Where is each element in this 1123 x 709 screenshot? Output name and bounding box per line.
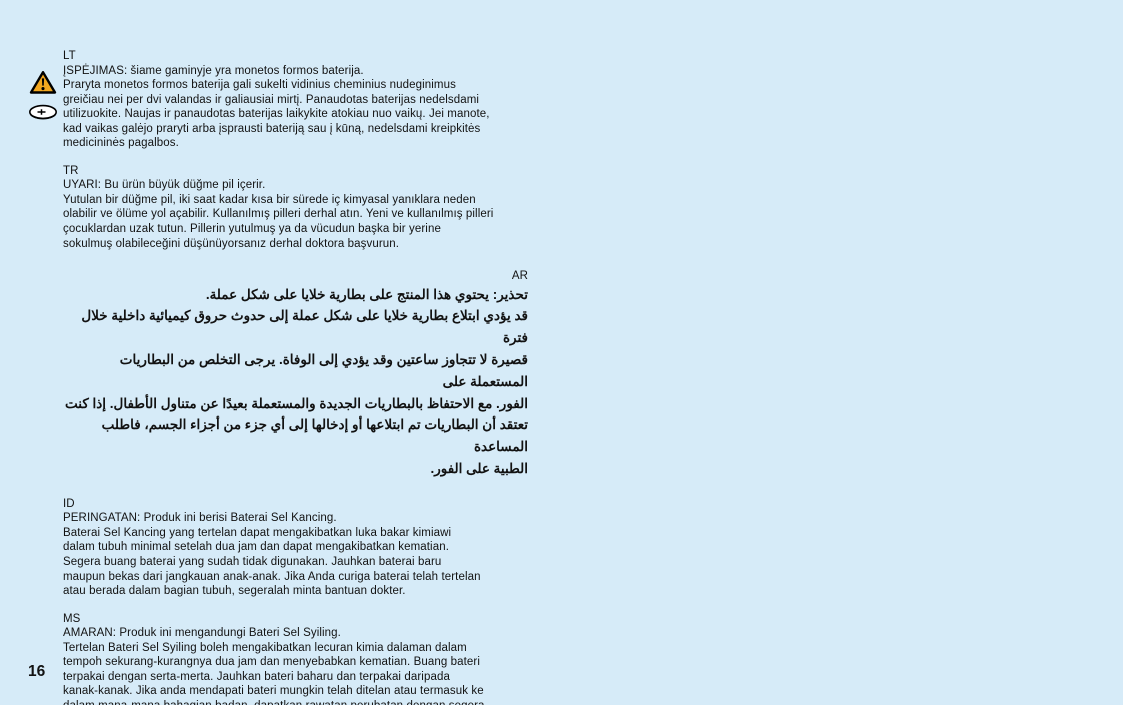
warning-text-line: Praryta monetos formos baterija gali sukelti vidinius cheminius nudeginimus — [63, 79, 456, 92]
warning-text-line: الطبية على الفور. — [430, 461, 528, 477]
warning-text-line: utilizuokite. Naujas ir panaudotas baterijas laikykite atokiau nuo vaikų. Jei manote, — [63, 108, 490, 121]
warning-text-line: AMARAN: Produk ini mengandungi Bateri Sel Syiling. — [63, 627, 341, 640]
warning-text-line: medicininės pagalbos. — [63, 137, 179, 150]
warning-section-tr — [63, 164, 528, 251]
page-number: 16 — [28, 663, 46, 680]
coin-cell-battery-icon — [28, 104, 58, 127]
warning-triangle-icon — [29, 70, 57, 100]
warning-text-line: قد يؤدي ابتلاع بطارية خلايا على شكل عملة إلى حدوث حروق كيميائية داخلية خلال فترة — [81, 308, 528, 346]
warning-text-line: Segera buang baterai yang sudah tidak digunakan. Jauhkan baterai baru — [63, 556, 442, 569]
warning-text-line: قصيرة لا تتجاوز ساعتين وقد يؤدي إلى الوفاة. يرجى التخلص من البطاريات المستعملة على — [119, 352, 528, 389]
warning-text-line: maupun bekas dari jangkauan anak-anak. Jika Anda curiga baterai telah tertelan — [63, 570, 481, 583]
warning-section-ar — [63, 269, 528, 480]
warning-text-line: ĮSPĖJIMAS: šiame gaminyje yra monetos formos baterija. — [63, 64, 364, 77]
warning-text-line: çocuklardan uzak tutun. Pillerin yutulmuş ya da vücudun başka bir yerine — [63, 223, 441, 236]
warning-text-line: Yutulan bir düğme pil, iki saat kadar kısa bir sürede iç kimyasal yanıklara neden — [63, 193, 476, 206]
warning-text-line: kad vaikas galėjo praryti arba įsprausti bateriją sau į kūną, nedelsdami kreipkitės — [63, 122, 481, 135]
warning-text-line: greičiau nei per dvi valandas ir galiausiai mirtį. Panaudotas baterijas nedelsdami — [63, 93, 480, 106]
page-bottom-margin — [0, 705, 1123, 709]
warning-text-line: الفور. مع الاحتفاظ بالبطاريات الجديدة والمستعملة بعيدًا عن متناول الأطفال. إذا كنت — [65, 395, 528, 411]
language-code-label: AR — [511, 270, 528, 283]
warning-text-line: terpakai dengan serta-merta. Jauhkan bateri baharu dan terpakai daripada — [63, 670, 450, 683]
warning-text-column — [63, 49, 528, 709]
warning-section-ms — [63, 612, 528, 709]
language-code-label: TR — [63, 164, 79, 177]
warning-text-line: dalam tubuh minimal setelah dua jam dan dapat mengakibatkan kematian. — [63, 541, 449, 554]
warning-text-line: tempoh sekurang-kurangnya dua jam dan menyebabkan kematian. Buang bateri — [63, 656, 480, 669]
language-code-label: ID — [63, 497, 75, 510]
language-code-label: LT — [63, 50, 76, 62]
warning-text-line: sokulmuş olabileceğini düşünüyorsanız derhal doktora başvurun. — [63, 237, 400, 250]
warning-text-line: olabilir ve ölüme yol açabilir. Kullanılmış pilleri derhal atın. Yeni ve kullanılmış pilleri — [63, 208, 494, 221]
warning-text-line: UYARI: Bu ürün büyük düğme pil içerir. — [63, 179, 266, 192]
warning-text-line: تعتقد أن البطاريات تم ابتلاعها أو إدخالها إلى أي جزء من أجزاء الجسم، فاطلب المساعدة — [101, 417, 528, 455]
warning-text-line: تحذير: يحتوي هذا المنتج على بطارية خلايا على شكل عملة. — [205, 286, 528, 302]
warning-text-line: Baterai Sel Kancing yang tertelan dapat mengakibatkan luka bakar kimiawi — [63, 526, 452, 539]
warning-text-line: kanak-kanak. Jika anda mendapati bateri mungkin telah ditelan atau termasuk ke — [63, 685, 484, 698]
warning-section-lt — [63, 49, 528, 151]
warning-icon-column — [27, 70, 59, 127]
warning-section-id — [63, 497, 528, 599]
language-code-label: MS — [63, 612, 81, 625]
warning-text-line: Tertelan Bateri Sel Syiling boleh mengakibatkan lecuran kimia dalaman dalam — [63, 641, 467, 654]
warning-text-line: atau berada dalam bagian tubuh, segeralah minta bantuan dokter. — [63, 585, 406, 598]
warning-text-line: PERINGATAN: Produk ini berisi Baterai Sel Kancing. — [63, 512, 337, 525]
